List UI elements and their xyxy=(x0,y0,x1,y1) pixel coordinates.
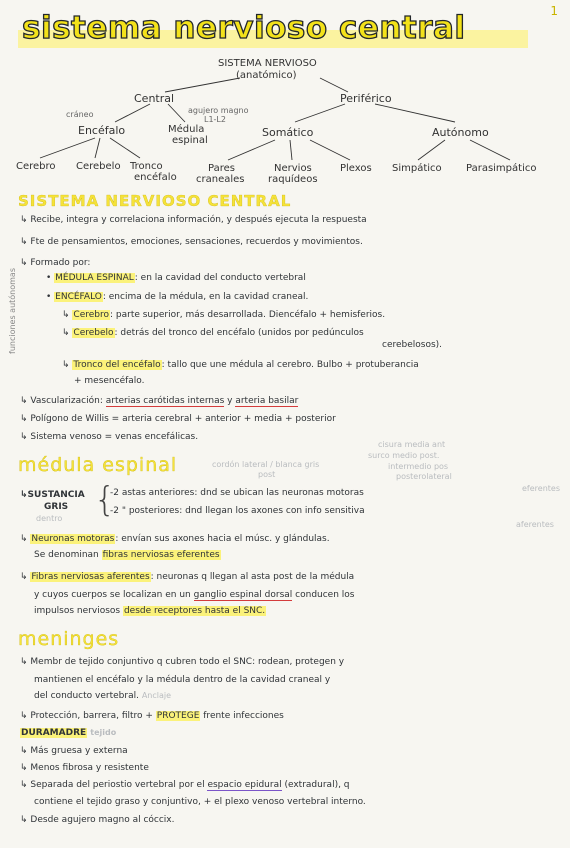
dura-line-3: ↳ Separada del periostio vertebral por el espacio epidural (extradural), q xyxy=(20,780,350,790)
tree-central: Central xyxy=(134,92,175,105)
tree-parasimpatico: Parasimpático xyxy=(466,163,537,174)
medula-row-2-note: aferentes xyxy=(516,520,554,529)
tree-periferico: Periférico xyxy=(340,92,392,105)
medula-cisura-note: cisura media ant xyxy=(378,440,446,449)
medula-motoras-2: Se denominan fibras nerviosas eferentes xyxy=(34,550,220,560)
tree-medula: Médula xyxy=(168,124,205,135)
tree-nervios: Nervios xyxy=(274,163,312,174)
tree-medula2: espinal xyxy=(172,135,208,146)
dura-line-2: ↳ Menos fibrosa y resistente xyxy=(20,763,149,773)
tree-agujero-note2: L1-L2 xyxy=(204,115,226,124)
meninges-heading: meninges xyxy=(18,628,120,650)
meninges-line-3: del conducto vertebral. Anclaje xyxy=(34,691,172,701)
medula-motoras: ↳ Neuronas motoras: envían sus axones hacia el músc. y glándulas. xyxy=(20,534,330,544)
meninges-line-2: mantienen el encéfalo y la médula dentro de la cavidad craneal y xyxy=(34,675,331,685)
medula-row-2: -2 " posteriores: dnd llegan los axones con info sensitiva xyxy=(110,506,365,516)
medula-row-1: -2 astas anteriores: dnd se ubican las neuronas motoras xyxy=(110,488,364,498)
tree-simpatico: Simpático xyxy=(392,163,442,174)
tree-root: SISTEMA NERVIOSO xyxy=(218,58,317,69)
dura-line-4: contiene el tejido graso y conjuntivo, + el plexo venoso vertebral interno. xyxy=(34,797,366,807)
tree-agujero-note: agujero magno xyxy=(188,106,249,115)
snc-line-1: ↳ Recibe, integra y correlaciona información, y después ejecuta la respuesta xyxy=(20,215,367,225)
tree-cerebro: Cerebro xyxy=(16,161,56,172)
snc-tronco: ↳ Tronco del encéfalo: tallo que une médula al cerebro. Bulbo + protuberancia xyxy=(62,360,419,370)
snc-heading: SISTEMA NERVIOSO CENTRAL xyxy=(18,192,292,210)
snc-cerebro: ↳ Cerebro: parte superior, más desarrollada. Diencéfalo + hemisferios. xyxy=(62,310,386,320)
tree-somatico: Somático xyxy=(262,126,314,139)
tree-autonomo: Autónomo xyxy=(432,126,489,139)
snc-poligono: ↳ Polígono de Willis = arteria cerebral + anterior + media + posterior xyxy=(20,414,336,424)
tree-root-sub: (anatómico) xyxy=(236,70,297,81)
snc-line-3: ↳ Formado por: xyxy=(20,258,91,268)
snc-medula: • MÉDULA ESPINAL: en la cavidad del conducto vertebral xyxy=(46,273,306,283)
tree-tronco2: encéfalo xyxy=(134,172,177,183)
medula-cordon-note2: post xyxy=(258,470,276,479)
dura-line-1: ↳ Más gruesa y externa xyxy=(20,746,128,756)
brace-icon: { xyxy=(94,480,116,520)
page-number: 1 xyxy=(550,4,558,18)
snc-vasc: ↳ Vascularización: arterias carótidas internas y arteria basilar xyxy=(20,396,299,406)
snc-tronco-2: + mesencéfalo. xyxy=(74,376,145,386)
meninges-line-1: ↳ Membr de tejido conjuntivo q cubren todo el SNC: rodean, protegen y xyxy=(20,657,345,667)
tree-tronco: Tronco xyxy=(130,161,163,172)
medula-heading: médula espinal xyxy=(18,454,178,476)
meninges-line-4: ↳ Protección, barrera, filtro + PROTEGE frente infecciones xyxy=(20,711,284,721)
medula-inter-note: intermedio pos xyxy=(388,462,449,471)
medula-surco-note: surco medio post. xyxy=(368,451,440,460)
medula-aferentes-2: y cuyos cuerpos se localizan en un ganglio espinal dorsal conducen los xyxy=(34,590,355,600)
tree-pares: Pares xyxy=(208,163,235,174)
tree-nervios2: raquídeos xyxy=(268,174,318,185)
tree-plexos: Plexos xyxy=(340,163,372,174)
snc-cerebelo: ↳ Cerebelo: detrás del tronco del encéfalo (unidos por pedúnculos xyxy=(62,328,364,338)
dura-line-5: ↳ Desde agujero magno al cóccix. xyxy=(20,815,175,825)
tree-encefalo: Encéfalo xyxy=(78,124,126,137)
medula-cordon-note: cordón lateral / blanca gris xyxy=(212,460,320,469)
snc-encefalo: • ENCÉFALO: encima de la médula, en la cavidad craneal. xyxy=(46,292,309,302)
margin-note: funciones autónomas xyxy=(8,267,17,354)
sustancia-gris-label-2: GRIS xyxy=(44,502,69,512)
tree-cerebelo: Cerebelo xyxy=(76,161,121,172)
sustancia-dentro: dentro xyxy=(36,514,63,523)
medula-aferentes: ↳ Fibras nerviosas aferentes: neuronas q llegan al asta post de la médula xyxy=(20,572,355,582)
page-title: sistema nervioso central xyxy=(22,10,466,46)
medula-postero-note: posterolateral xyxy=(396,472,452,481)
sustancia-gris-label: ↳SUSTANCIA xyxy=(20,490,85,500)
tree-pares2: craneales xyxy=(196,174,245,185)
snc-cerebelo-2: cerebelosos). xyxy=(382,340,443,350)
snc-line-2: ↳ Fte de pensamientos, emociones, sensaciones, recuerdos y movimientos. xyxy=(20,237,363,247)
tree-craneo-note: cráneo xyxy=(66,110,94,119)
snc-venoso: ↳ Sistema venoso = venas encefálicas. xyxy=(20,432,199,442)
medula-aferentes-3: impulsos nerviosos desde receptores hasta el SNC. xyxy=(34,606,266,616)
medula-row-1-note: eferentes xyxy=(522,484,560,493)
duramadre-label: DURAMADRE tejido xyxy=(21,728,117,738)
